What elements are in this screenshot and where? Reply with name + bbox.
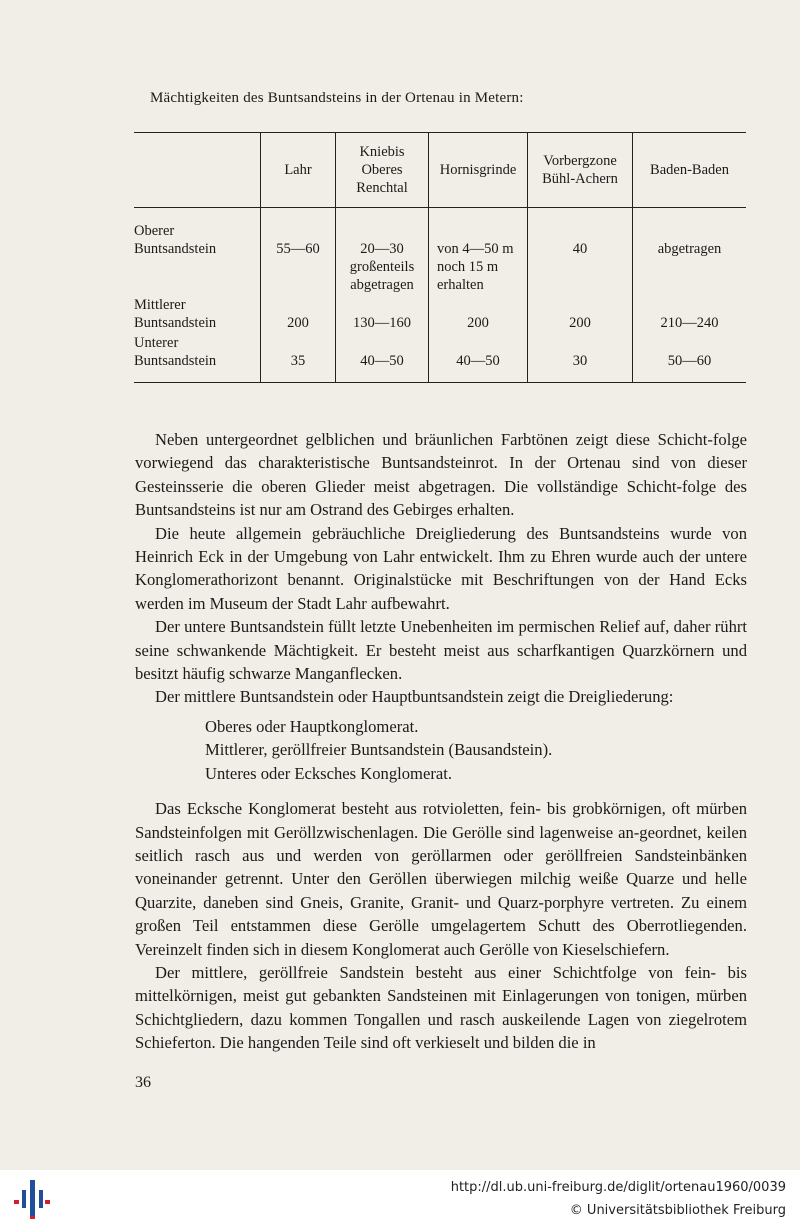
header-label: Kniebis Oberes Renchtal <box>356 144 408 196</box>
table-row <box>134 294 746 332</box>
paragraph: Neben untergeordnet gelblichen und bräunlichen Farbtönen zeigt diese Schicht-folge vorwiegend das charakteristische Buntsandsteinrot. In der Ortenau sind von dieser Gesteinsserie die oberen Glieder meist abgetragen. Die vollständige Schicht-folge des Buntsandsteins ist nur am Ostrand des Gebirges erhalten. <box>135 430 747 520</box>
header-label: Hornisgrinde <box>439 162 517 178</box>
header-lahr <box>261 133 336 208</box>
table-cell: 30 <box>528 332 633 383</box>
body-text <box>135 428 747 1055</box>
table-cell: 40—50 <box>336 332 429 383</box>
table-cell: 200 <box>429 294 528 332</box>
table-cell: 210—240 <box>633 294 747 332</box>
header-baden-baden <box>633 133 747 208</box>
header-label: Lahr <box>284 162 312 178</box>
table-cell: 40 <box>528 208 633 295</box>
list-item: Mittlerer, geröllfreier Buntsandstein (Bausandstein). <box>205 740 553 760</box>
table-cell: 130—160 <box>336 294 429 332</box>
paragraph: Der mittlere Buntsandstein oder Hauptbuntsandstein zeigt die Dreigliederung: <box>155 687 674 707</box>
row-label: Oberer Buntsandstein <box>134 223 217 257</box>
table-row <box>134 208 746 295</box>
library-logo-icon <box>12 1178 52 1220</box>
paragraph: Der untere Buntsandstein füllt letzte Unebenheiten im permischen Relief auf, daher rührt seine schwankende Mächtigkeit. Er besteht meist aus scharfkantigen Quarzkörnern und besitzt häufig schwarze Manganflecken. <box>135 617 747 684</box>
paragraph: Der mittlere, geröllfreie Sandstein besteht aus einer Schichtfolge von fein- bis mittelkörnigen, meist gut gebankten Sandsteinen mit Einlagerungen von tonigen, mürben Schichtgliedern, dazu kommen Tongallen und rasch auskeilende Lagen von ziegelrotem Schieferton. Die hangenden Teile sind oft verkieselt und bilden die in <box>135 962 747 1053</box>
table-header-row <box>134 133 746 208</box>
table-cell: 40—50 <box>429 332 528 383</box>
paragraph: Das Ecksche Konglomerat besteht aus rotvioletten, fein- bis grobkörnigen, oft mürben Sandsteinfolgen mit Geröllzwischenlagen. Die Gerölle sind lagenweise an-geordnet, keilen seitlich rasch aus und werden von geröllarmen oder geröllfreien Sandsteinbänken voneinander getrennt. Unter den Geröllen überwiegen milchig weiße Quarze und helle Quarzite, daneben sind Gneis, Granite, Granit- und Quarz-porphyre vertreten. Zu einem großen Teil entstammen diese Gerölle umgelagertem Schutt des Oberrotliegenden. Vereinzelt finden sich in diesem Konglomerat auch Gerölle von Kieselschiefern. <box>135 799 747 959</box>
copyright: © Universitätsbibliothek Freiburg <box>569 1203 786 1218</box>
row-label: Unterer Buntsandstein <box>134 332 261 383</box>
table-cell: 50—60 <box>633 332 747 383</box>
source-url[interactable]: http://dl.ub.uni-freiburg.de/diglit/ortenau1960/0039 <box>450 1180 786 1195</box>
table-cell: 200 <box>261 294 336 332</box>
header-label: Baden-Baden <box>650 162 729 178</box>
page-number: 36 <box>135 1074 151 1091</box>
subdivision-list <box>205 715 747 785</box>
table-cell: 200 <box>528 294 633 332</box>
table-row <box>134 332 746 383</box>
thickness-table <box>134 132 746 383</box>
table-cell: von 4—50 m noch 15 m erhalten <box>429 208 528 295</box>
table-cell: 35 <box>261 332 336 383</box>
table-cell: 20—30 großenteils abgetragen <box>336 208 429 295</box>
header-hornisgrinde <box>429 133 528 208</box>
row-label: Mittlerer Buntsandstein <box>134 297 217 331</box>
header-empty <box>134 133 261 208</box>
header-vorbergzone <box>528 133 633 208</box>
footer <box>0 1170 800 1226</box>
paragraph: Die heute allgemein gebräuchliche Dreigliederung des Buntsandsteins wurde von Heinrich Eck in der Umgebung von Lahr entwickelt. Ihm zu Ehren wurde auch der untere Konglomerathorizont benannt. Originalstücke mit Beschriftungen von der Hand Ecks werden im Museum der Stadt Lahr aufbewahrt. <box>135 523 747 613</box>
table-cell: abgetragen <box>633 208 747 295</box>
list-item: Oberes oder Hauptkonglomerat. <box>205 716 419 736</box>
header-label: Vorbergzone Bühl-Achern <box>542 153 618 187</box>
header-kniebis <box>336 133 429 208</box>
list-item: Unteres oder Ecksches Konglomerat. <box>205 763 452 783</box>
table-caption: Mächtigkeiten des Buntsandsteins in der Ortenau in Metern: <box>150 90 524 106</box>
table-cell: 55—60 <box>261 208 336 295</box>
